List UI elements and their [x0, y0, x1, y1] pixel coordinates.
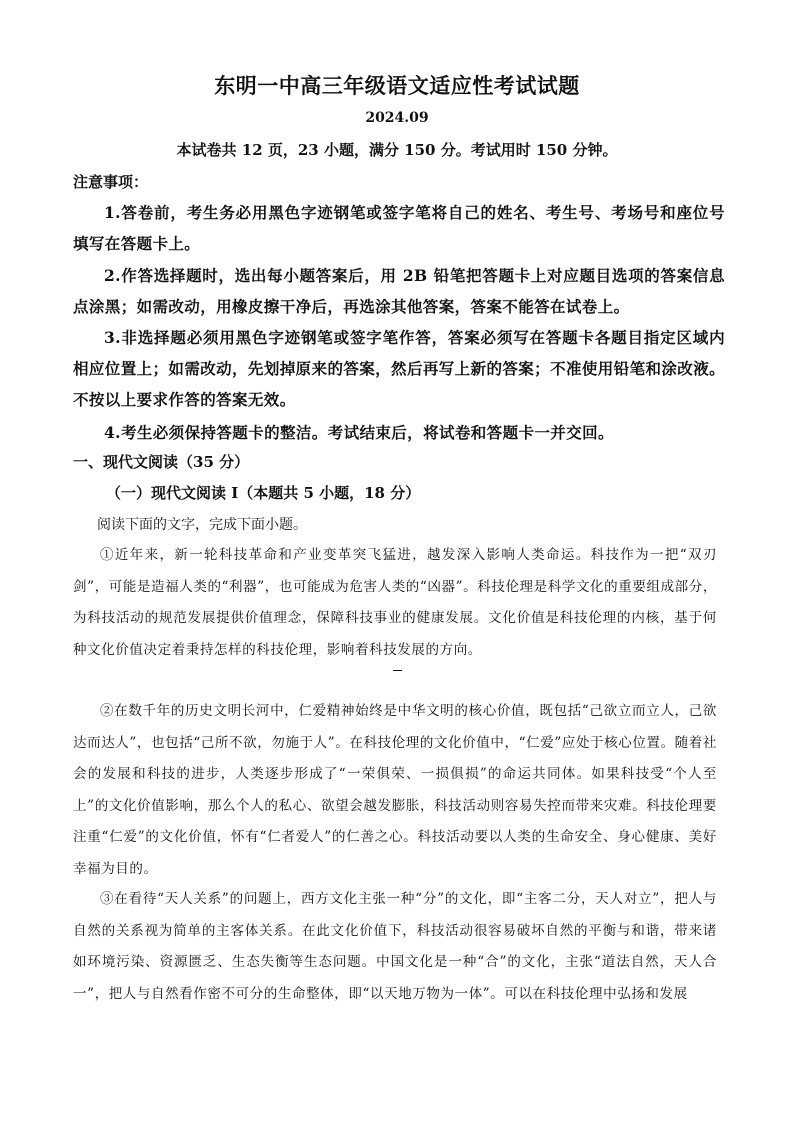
passage-paragraph-3: ③在看待“天人关系”的问题上，西方文化主张一种“分”的文化，即“主客二分，天人对立”，把人与自然的关系视为简单的主客体关系。在此文化价值下，科技活动很容易破坏自然的平衡与和谐，带来诸如环境污染、资源匮乏、生态失衡等生态问题。中国文化是一种“合”的文化，主张“道法自然，天人合一”，把人与自然看作密不可分的生命整体，即“以天地万物为一体”。可以在科技伦理中弘扬和发展: [73, 891, 717, 1002]
note-item-1: 1.答卷前，考生务必用黑色字迹钢笔或签字笔将自己的姓名、考生号、考场号和座位号填写在答题卡上。: [73, 203, 725, 253]
note-item-2: 2.作答选择题时，选出每小题答案后，用 2B 铅笔把答题卡上对应题目选项的答案信息点涂黑；如需改动，用橡皮擦干净后，再选涂其他答案，答案不能答在试卷上。: [73, 266, 725, 316]
divider-mark: [393, 670, 402, 671]
exam-summary: 本试卷共 12 页，23 小题，满分 150 分。考试用时 150 分钟。: [176, 141, 618, 159]
exam-title: 东明一中高三年级语文适应性考试试题: [214, 73, 580, 98]
passage-paragraph-2: ②在数千年的历史文明长河中，仁爱精神始终是中华文明的核心价值，既包括“己欲立而立人，己欲达而达人”，也包括“己所不欲，勿施于人”。在科技伦理的文化价值中，“仁爱”应处于核心位置。随着社会的发展和科技的进步，人类逐步形成了“一荣俱荣、一损俱损”的命运共同体。如果科技受“个人至上”的文化价值影响，那么个人的私心、欲望会越发膨胀，科技活动则容易失控而带来灾难。科技伦理要注重“仁爱”的文化价值，怀有“仁者爱人”的仁善之心。科技活动要以人类的生命安全、身心健康、美好幸福为目的。: [73, 703, 717, 877]
passage-paragraph-1: ①近年来，新一轮科技革命和产业变革突飞猛进，越发深入影响人类命运。科技作为一把“双刃剑”，可能是造福人类的“利器”，也可能成为危害人类的“凶器”。科技伦理是科学文化的重要组成部分，为科技活动的规范发展提供价值理念，保障科技事业的健康发展。文化价值是科技伦理的内核，基于何种文化价值决定着秉持怎样的科技伦理，影响着科技发展的方向。: [73, 547, 717, 658]
notes-heading: 注意事项：: [73, 173, 149, 191]
subsection-heading: （一）现代文阅读 I（本题共 5 小题，18 分）: [106, 484, 421, 502]
section-heading: 一、现代文阅读（35 分）: [73, 453, 250, 471]
reading-instruction: 阅读下面的文字，完成下面小题。: [97, 517, 307, 533]
note-item-4: 4.考生必须保持答题卡的整洁。考试结束后，将试卷和答题卡一并交回。: [104, 423, 614, 442]
exam-date: 2024.09: [365, 110, 429, 126]
note-item-3: 3.非选择题必须用黑色字迹钢笔或签字笔作答，答案必须写在答题卡各题目指定区域内相应位置上；如需改动，先划掉原来的答案，然后再写上新的答案；不准使用铅笔和涂改液。不按以上要求作答的答案无效。: [73, 328, 725, 409]
